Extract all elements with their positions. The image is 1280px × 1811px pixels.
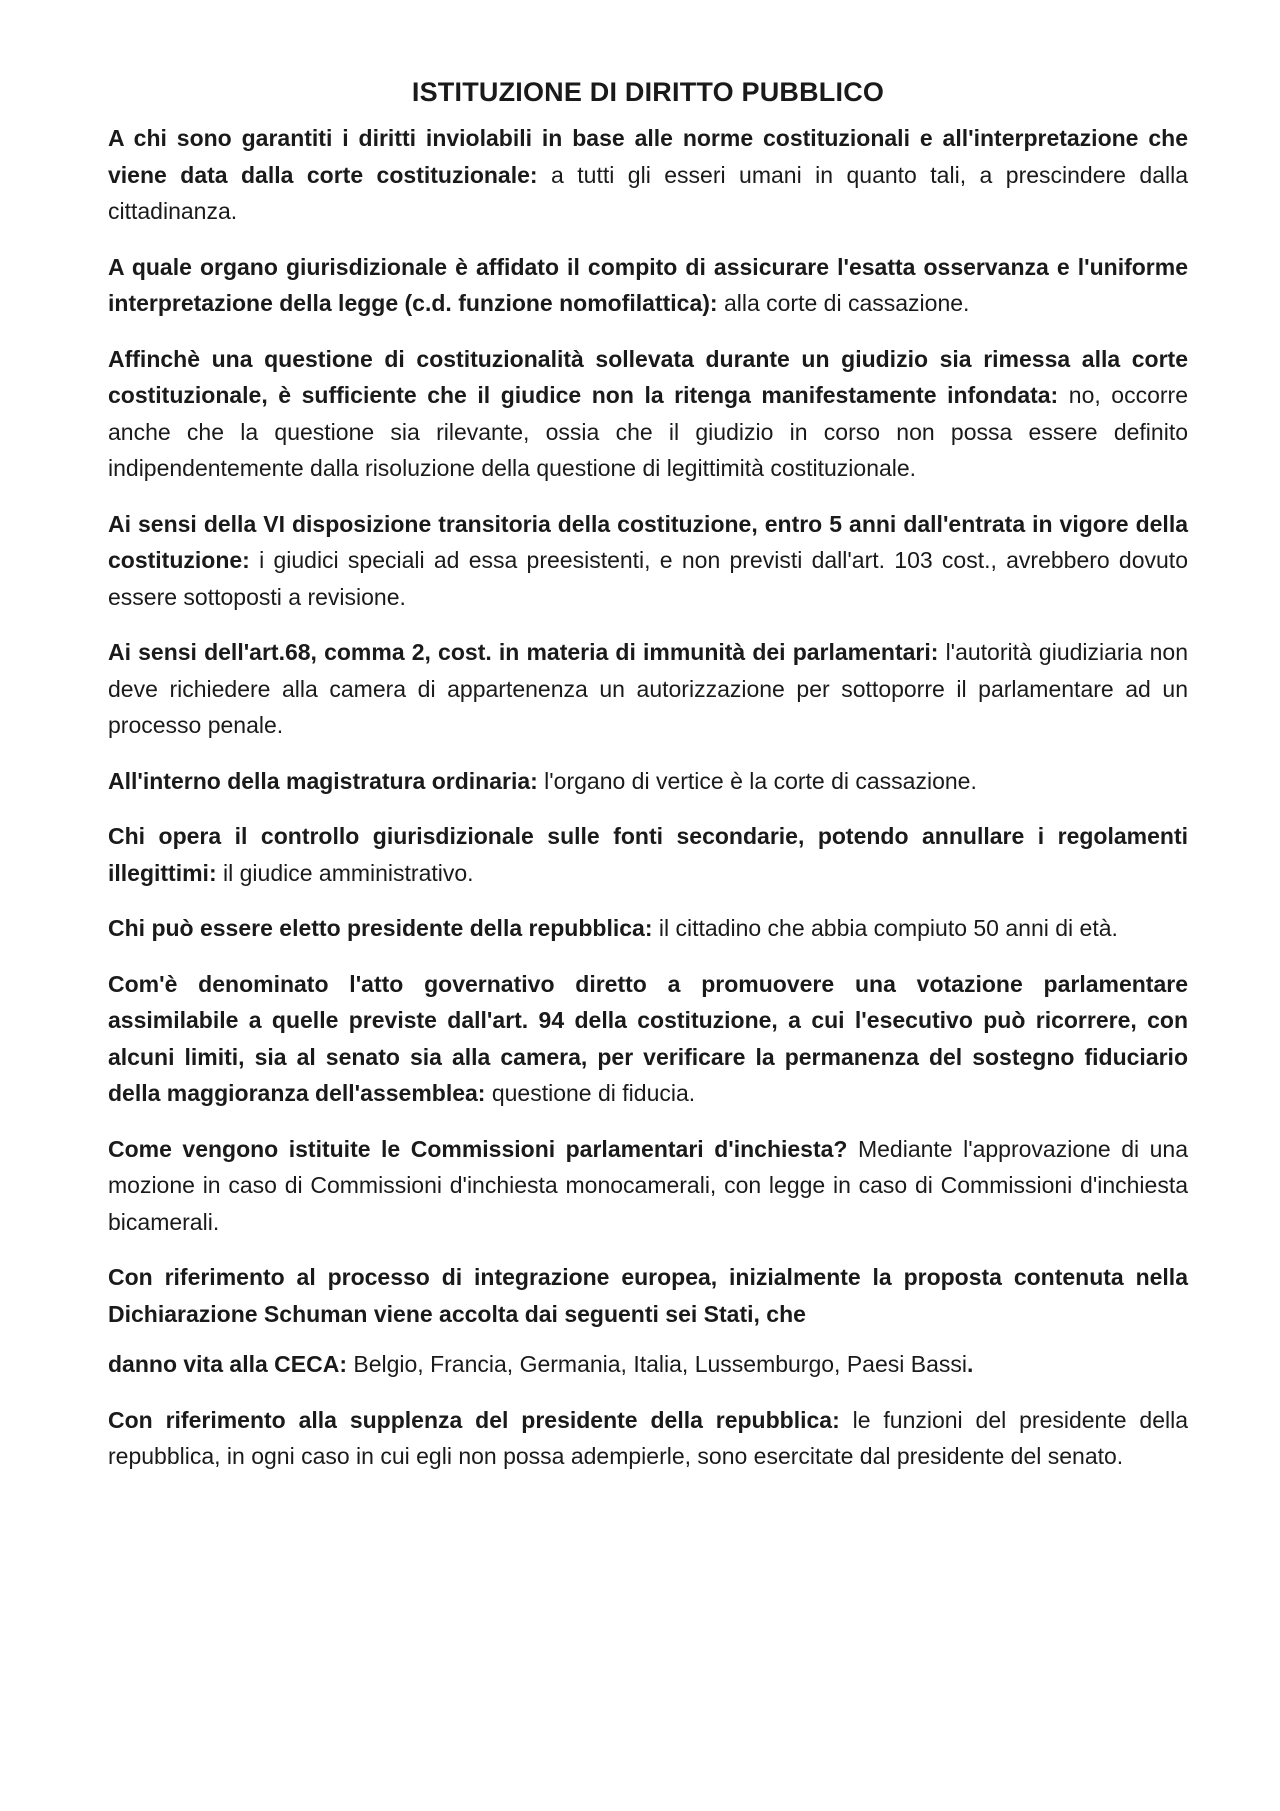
question: Com'è denominato l'atto governativo diretto a promuovere una votazione parlamentare assimilabile a quelle previste dall'art. 94 della costituzione, a cui l'esecutivo può ricorrere, con alcuni limiti, sia al senato sia alla camera, per verificare la permanenza del sostegno fiduciario della maggioranza dell'assemblea: (108, 970, 1188, 1106)
question: danno vita alla CECA: (108, 1351, 347, 1377)
question: Con riferimento al processo di integrazione europea, inizialmente la proposta contenuta nella Dichiarazione Schuman viene accolta dai seguenti sei Stati, che (108, 1264, 1188, 1327)
answer: il giudice amministrativo. (216, 859, 474, 886)
question: Con riferimento alla supplenza del presidente della repubblica: (108, 1406, 840, 1433)
question: All'interno della magistratura ordinaria: (108, 767, 538, 794)
qa-item-4 (108, 506, 1188, 616)
qa-item-10 (108, 1131, 1188, 1241)
qa-item-12 (108, 1346, 1188, 1383)
answer-period: . (967, 1351, 974, 1377)
question: Chi può essere eletto presidente della repubblica: (108, 915, 653, 941)
qa-item-8 (108, 910, 1188, 947)
question: Come vengono istituite le Commissioni parlamentari d'inchiesta? (108, 1135, 848, 1162)
qa-item-1 (108, 120, 1188, 230)
question: Chi opera il controllo giurisdizionale sulle fonti secondarie, potendo annullare i regolamenti illegittimi: (108, 823, 1188, 886)
qa-item-2 (108, 249, 1188, 322)
answer: i giudici speciali ad essa preesistenti, e non previsti dall'art. 103 cost., avrebbero dovuto essere sottoposti a revisione. (108, 547, 1188, 610)
answer: il cittadino che abbia compiuto 50 anni di età. (652, 915, 1118, 941)
answer: l'autorità giudiziaria non deve richiedere alla camera di appartenenza un autorizzazione per sottoporre il parlamentare ad un processo penale. (108, 639, 1188, 738)
question: A chi sono garantiti i diritti inviolabili in base alle norme costituzionali e all'interpretazione che viene data dalla corte costituzionale: (108, 125, 1188, 188)
question: A quale organo giurisdizionale è affidato il compito di assicurare l'esatta osservanza e l'uniforme interpretazione della legge (c.d. funzione nomofilattica): (108, 253, 1188, 316)
answer: questione di fiducia. (485, 1080, 696, 1106)
answer: le funzioni del presidente della repubblica, in ogni caso in cui egli non possa adempierle, sono esercitate dal presidente del senato. (108, 1406, 1188, 1469)
qa-item-5 (108, 634, 1188, 744)
question: Ai sensi della VI disposizione transitoria della costituzione, entro 5 anni dall'entrata in vigore della costituzione: (108, 510, 1188, 573)
question: Affinchè una questione di costituzionalità sollevata durante un giudizio sia rimessa alla corte costituzionale, è sufficiente che il giudice non la ritenga manifestamente infondata: (108, 345, 1188, 408)
qa-item-3 (108, 341, 1188, 487)
answer: alla corte di cassazione. (717, 290, 970, 316)
answer: Mediante l'approvazione di una mozione in caso di Commissioni d'inchiesta monocamerali, con legge in caso di Commissioni d'inchiesta bicamerali. (108, 1135, 1188, 1235)
answer: no, occorre anche che la questione sia rilevante, ossia che il giudizio in corso non possa essere definito indipendentemente dalla risoluzione della questione di legittimità costituzionale. (108, 382, 1188, 481)
document-title: ISTITUZIONE DI DIRITTO PUBBLICO (411, 77, 885, 107)
answer: a tutti gli esseri umani in quanto tali, a prescindere dalla cittadinanza. (108, 161, 1188, 224)
question: Ai sensi dell'art.68, comma 2, cost. in materia di immunità dei parlamentari: (108, 639, 939, 665)
answer: Belgio, Francia, Germania, Italia, Lussemburgo, Paesi Bassi (346, 1351, 967, 1377)
qa-item-6 (108, 763, 1188, 800)
qa-item-7 (108, 818, 1188, 891)
qa-item-11 (108, 1259, 1188, 1332)
answer: l'organo di vertice è la corte di cassazione. (537, 767, 977, 794)
qa-item-9 (108, 966, 1188, 1112)
qa-item-13 (108, 1402, 1188, 1475)
